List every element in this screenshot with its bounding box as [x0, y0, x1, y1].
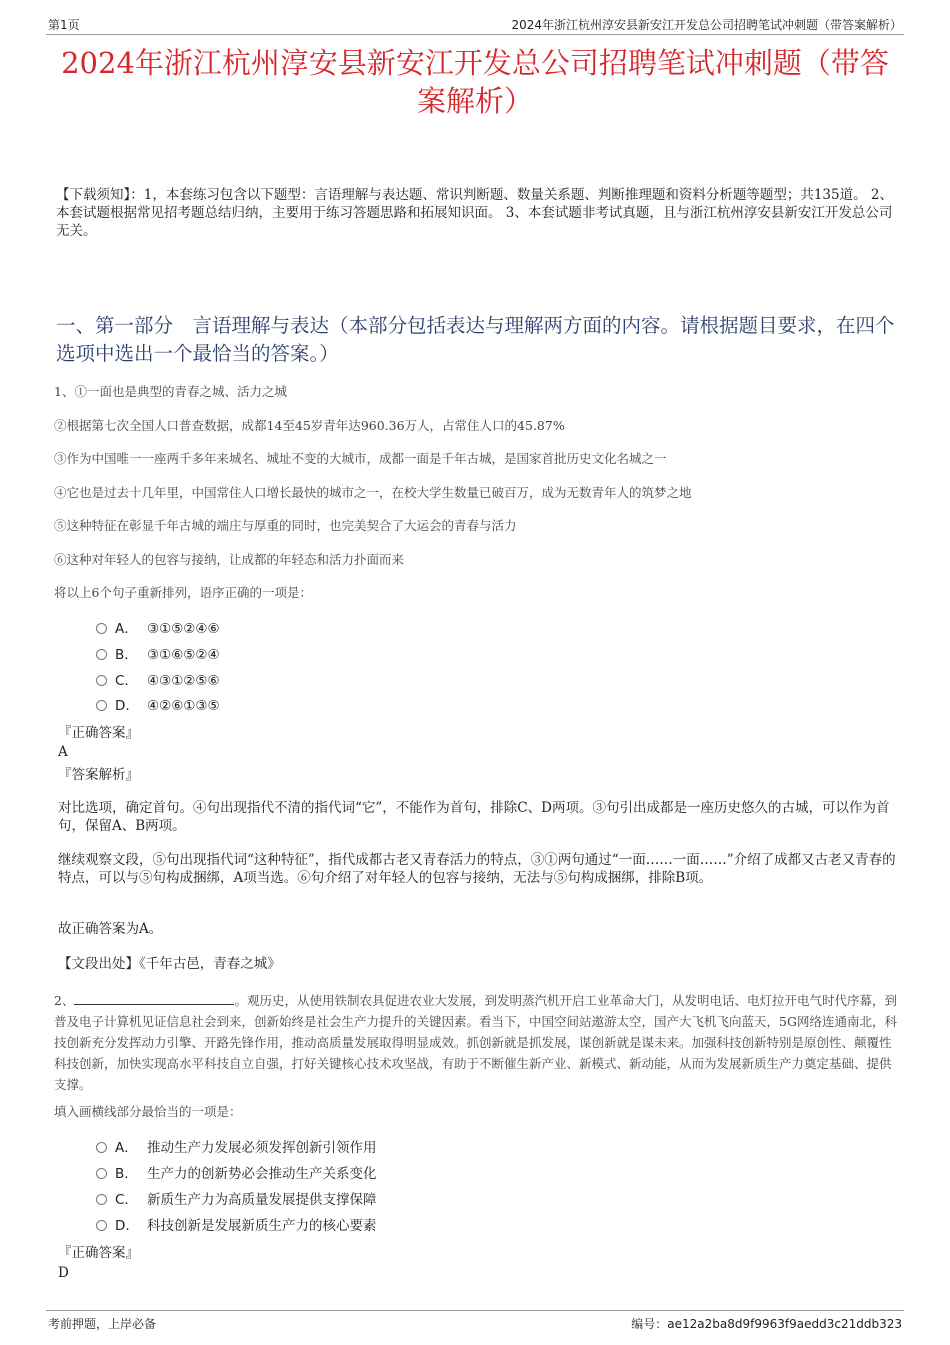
q1-source: 【文段出处】《千年古邑，青春之城》: [58, 956, 281, 972]
radio-icon[interactable]: [96, 675, 107, 686]
q1-stem: 将以上6个句子重新排列，语序正确的一项是：: [54, 585, 312, 600]
q1-option-b[interactable]: B. ③①⑥⑤②④: [96, 646, 220, 664]
q2-option-a[interactable]: A． 推动生产力发展必须发挥创新引领作用: [96, 1139, 377, 1157]
radio-icon[interactable]: [96, 649, 107, 660]
q1-analysis-3: 故正确答案为A。: [58, 921, 163, 937]
page-header: [46, 14, 904, 35]
q1-option-a[interactable]: A． ③①⑤②④⑥: [96, 620, 220, 638]
q2-option-d[interactable]: D. 科技创新是发展新质生产力的核心要素: [96, 1217, 377, 1235]
q2-option-c[interactable]: C. 新质生产力为高质量发展提供支撑保障: [96, 1191, 377, 1209]
q1-sentence-3: ③作为中国唯一一座两千多年来城名、城址不变的大城市，成都一面是千年古城，是国家首批历史文化名城之一: [54, 451, 667, 466]
section-title: 一、第一部分 言语理解与表达（本部分包括表达与理解两方面的内容。请根据题目要求，在四个选项中选出一个最恰当的答案。）: [56, 314, 895, 365]
radio-icon[interactable]: [96, 1220, 107, 1231]
radio-icon[interactable]: [96, 1142, 107, 1153]
q1-option-c[interactable]: C. ④③①②⑤⑥: [96, 672, 220, 690]
q2-blank: [74, 992, 234, 1005]
q1-sentence-5: ⑤这种特征在彰显千年古城的端庄与厚重的同时，也完美契合了大运会的青春与活力: [54, 518, 517, 533]
download-notice: 【下载须知】：1，本套练习包含以下题型：言语理解与表达题、常识判断题、数量关系题、判断推理题和资料分析题等题型；共135道。 2、本套试题根据常见招考题总结归纳，主要用于练习答题思路和拓展知识面。 3、本套试题非考试真题，且与浙江杭州淳安县新安江开发总公司无关。: [56, 187, 893, 239]
footer-serial: 编号：ae12a2ba8d9f9963f9aedd3c21ddb323: [631, 1317, 902, 1331]
q1-sentence-4: ④它也是过去十几年里，中国常住人口增长最快的城市之一，在校大学生数量已破百万，成为无数青年人的筑梦之地: [54, 485, 692, 500]
q1-analysis-2: 继续观察文段，⑤句出现指代词“这种特征”，指代成都古老又青春活力的特点，③①两句通过“一面……一面……”介绍了成都又古老又青春的特点，可以与⑤句构成捆绑，A项当选。⑥句介绍了对年轻人的包容与接纳，无法与⑤句构成捆绑，排除B项。: [58, 852, 896, 886]
document-title: 2024年浙江杭州淳安县新安江开发总公司招聘笔试冲刺题（带答案解析）: [61, 46, 889, 118]
radio-icon[interactable]: [96, 1194, 107, 1205]
q2-passage: 2、 。观历史，从使用铁制农具促进农业大发展，到发明蒸汽机开启工业革命大门，从发明电话、电灯拉开电气时代序幕，到普及电子计算机见证信息社会到来，创新始终是社会生产力提升的关键因素。看当下，中国空间站遨游太空，国产大飞机飞向蓝天，5G网络连通南北，科技创新充分发挥动力引擎、开路先锋作用，推动高质量发展取得明显成效。抓创新就是抓发展，谋创新就是谋未来。加强科技创新特别是原创性、颠覆性科技创新，加快实现高水平科技自立自强，打好关键核心技术攻坚战，有助于不断催生新产业、新模式、新动能，从而为发展新质生产力奠定基础、提供支撑。: [54, 993, 897, 1092]
radio-icon[interactable]: [96, 1168, 107, 1179]
radio-icon[interactable]: [96, 623, 107, 634]
radio-icon[interactable]: [96, 700, 107, 711]
header-doc-title: 2024年浙江杭州淳安县新安江开发总公司招聘笔试冲刺题（带答案解析）: [511, 18, 902, 32]
q1-sentence-1: 1、①一面也是典型的青春之城、活力之城: [54, 384, 287, 399]
q1-sentence-6: ⑥这种对年轻人的包容与接纳，让成都的年轻态和活力扑面而来: [54, 552, 405, 567]
q2-answer: D: [58, 1265, 69, 1281]
page-footer: [46, 1310, 904, 1331]
q2-answer-label: 『正确答案』: [58, 1245, 139, 1261]
q1-option-d[interactable]: D. ④②⑥①③⑤: [96, 697, 220, 715]
q1-answer-label: 『正确答案』: [58, 725, 139, 741]
q1-analysis-label: 『答案解析』: [58, 767, 139, 783]
q2-option-b[interactable]: B. 生产力的创新势必会推动生产关系变化: [96, 1165, 377, 1183]
q1-answer: A: [58, 744, 68, 760]
q1-sentence-2: ②根据第七次全国人口普查数据，成都14至45岁青年达960.36万人，占常住人口的45.87%: [54, 418, 565, 433]
page-number: 第1页: [48, 18, 80, 32]
q1-analysis-1: 对比选项，确定首句。④句出现指代不清的指代词“它”，不能作为首句，排除C、D两项。③句引出成都是一座历史悠久的古城，可以作为首句，保留A、B两项。: [58, 800, 890, 834]
footer-slogan: 考前押题，上岸必备: [48, 1317, 157, 1331]
q2-stem: 填入画横线部分最恰当的一项是：: [54, 1104, 242, 1119]
